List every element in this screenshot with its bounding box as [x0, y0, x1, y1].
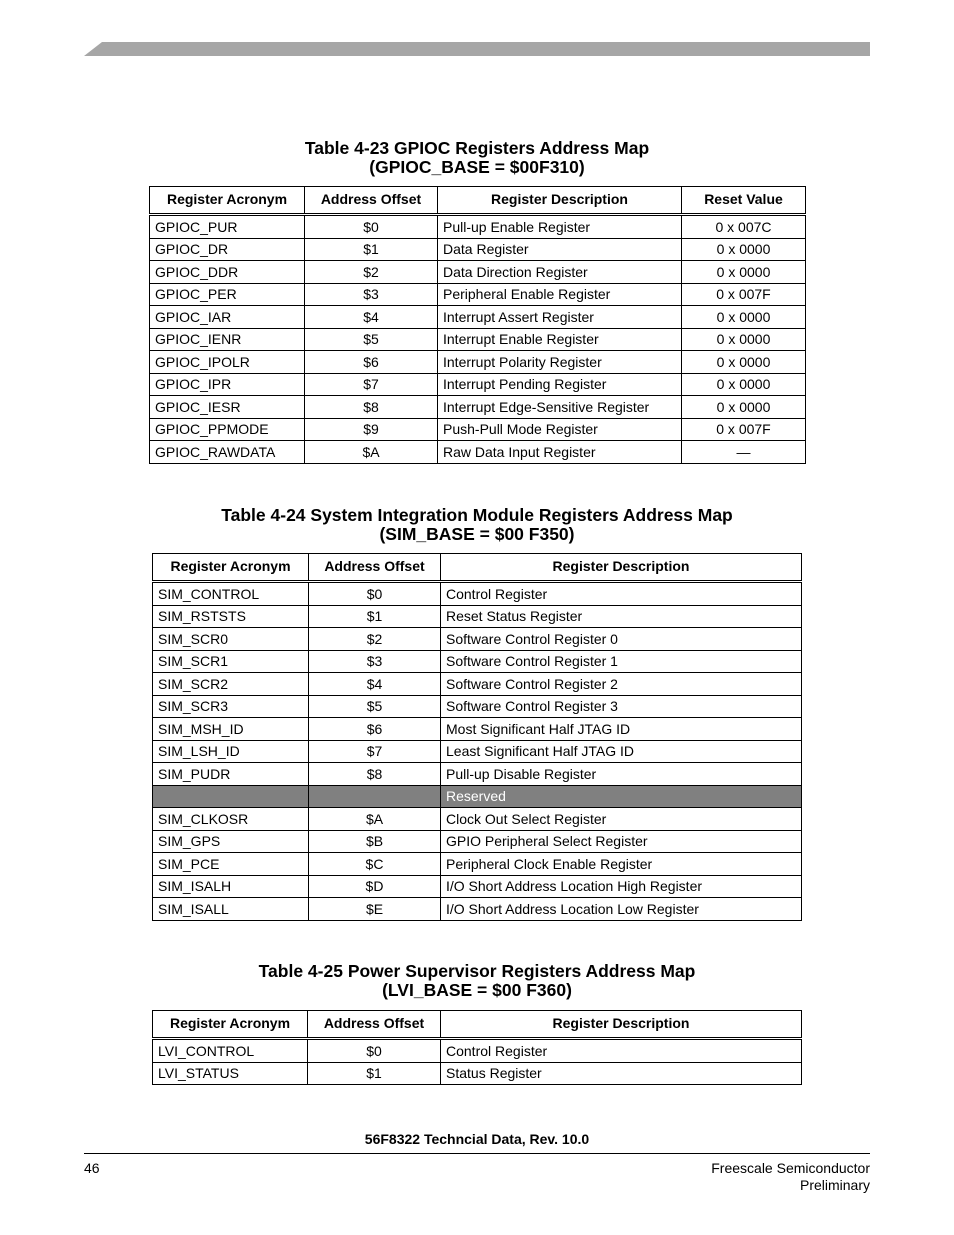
lvi-table-body: [153, 1039, 802, 1085]
document-title-footer: 56F8322 Techncial Data, Rev. 10.0: [364, 1131, 590, 1147]
table-row: [153, 875, 802, 898]
table-cell: Reserved: [441, 785, 802, 808]
table-row: [153, 808, 802, 831]
table-cell: LVI_CONTROL: [153, 1039, 308, 1063]
table-cell: GPIO Peripheral Select Register: [441, 830, 802, 853]
table-cell: GPIOC_DR: [150, 238, 305, 261]
table-cell: Control Register: [441, 582, 802, 606]
table-cell: Status Register: [441, 1062, 802, 1085]
table-cell: SIM_MSH_ID: [153, 718, 309, 741]
page-number: 46: [84, 1160, 100, 1176]
table-cell: SIM_CLKOSR: [153, 808, 309, 831]
table-cell: Peripheral Clock Enable Register: [441, 853, 802, 876]
table-cell: $0: [309, 582, 441, 606]
column-header: Address Offset: [308, 1011, 441, 1039]
table-cell: Interrupt Polarity Register: [438, 351, 682, 374]
table-cell: GPIOC_PUR: [150, 215, 305, 239]
table-cell: 0 x 0000: [682, 396, 806, 419]
table-cell: $2: [305, 261, 438, 284]
table-cell: I/O Short Address Location Low Register: [441, 898, 802, 921]
table-cell: Raw Data Input Register: [438, 441, 682, 464]
page-header-bar: [84, 42, 870, 56]
table-cell: SIM_SCR3: [153, 695, 309, 718]
table-row: [150, 328, 806, 351]
table-cell: SIM_CONTROL: [153, 582, 309, 606]
column-header: Register Description: [441, 1011, 802, 1039]
footer-company-block: [711, 1160, 870, 1194]
table-cell: SIM_ISALL: [153, 898, 309, 921]
gpioc-table-body: [150, 215, 806, 464]
table-cell: $C: [309, 853, 441, 876]
table-row: [153, 898, 802, 921]
table-row: [150, 396, 806, 419]
table-cell: 0 x 007F: [682, 283, 806, 306]
table-25-title-line1: Table 4-25 Power Supervisor Registers Address Map: [258, 961, 696, 981]
table-cell: [309, 785, 441, 808]
table-cell: $0: [308, 1039, 441, 1063]
table-cell: Most Significant Half JTAG ID: [441, 718, 802, 741]
table-cell: 0 x 0000: [682, 238, 806, 261]
table-row: [150, 215, 806, 239]
gpioc-register-table: [149, 186, 806, 464]
table-cell: I/O Short Address Location High Register: [441, 875, 802, 898]
table-cell: $4: [309, 673, 441, 696]
table-cell: —: [682, 441, 806, 464]
table-cell: Data Direction Register: [438, 261, 682, 284]
table-row: [153, 605, 802, 628]
table-cell: GPIOC_RAWDATA: [150, 441, 305, 464]
table-cell: Pull-up Disable Register: [441, 763, 802, 786]
table-cell: Clock Out Select Register: [441, 808, 802, 831]
table-cell: 0 x 0000: [682, 306, 806, 329]
table-cell: Peripheral Enable Register: [438, 283, 682, 306]
table-25-title: [0, 962, 954, 1000]
table-row: [150, 418, 806, 441]
table-cell: Data Register: [438, 238, 682, 261]
table-cell: SIM_PCE: [153, 853, 309, 876]
table-cell: GPIOC_PER: [150, 283, 305, 306]
table-cell: SIM_SCR1: [153, 650, 309, 673]
table-cell: Push-Pull Mode Register: [438, 418, 682, 441]
table-row: [153, 628, 802, 651]
table-row: [153, 763, 802, 786]
column-header: Address Offset: [309, 554, 441, 582]
table-cell: $A: [305, 441, 438, 464]
table-cell: $3: [305, 283, 438, 306]
table-row: [153, 582, 802, 606]
table-cell: Software Control Register 2: [441, 673, 802, 696]
table-row: [150, 238, 806, 261]
footer-divider: [84, 1153, 870, 1154]
table-24-title-line1: Table 4-24 System Integration Module Registers Address Map: [221, 505, 733, 525]
column-header: Register Acronym: [153, 554, 309, 582]
table-row: [153, 1062, 802, 1085]
table-cell: SIM_SCR2: [153, 673, 309, 696]
column-header: Register Acronym: [153, 1011, 308, 1039]
table-cell: Software Control Register 1: [441, 650, 802, 673]
table-25-title-line2: (LVI_BASE = $00 F360): [382, 980, 572, 1000]
table-cell: 0 x 0000: [682, 373, 806, 396]
table-cell: SIM_SCR0: [153, 628, 309, 651]
table-cell: $A: [309, 808, 441, 831]
table-row: [150, 441, 806, 464]
table-cell: $9: [305, 418, 438, 441]
table-header-row: [150, 187, 806, 215]
table-23-title-line1: Table 4-23 GPIOC Registers Address Map: [304, 138, 650, 158]
table-23-title: [0, 139, 954, 177]
table-cell: SIM_ISALH: [153, 875, 309, 898]
column-header: Address Offset: [305, 187, 438, 215]
table-cell: GPIOC_PPMODE: [150, 418, 305, 441]
table-row: [153, 830, 802, 853]
table-row: [153, 650, 802, 673]
document-status: Preliminary: [799, 1177, 870, 1193]
table-cell: $6: [305, 351, 438, 374]
table-header-row: [153, 554, 802, 582]
table-cell: $0: [305, 215, 438, 239]
company-name: Freescale Semiconductor: [711, 1160, 870, 1176]
table-cell: $D: [309, 875, 441, 898]
table-row: [153, 853, 802, 876]
lvi-register-table: [152, 1010, 802, 1085]
table-cell: 0 x 0000: [682, 261, 806, 284]
column-header: Register Acronym: [150, 187, 305, 215]
table-cell: GPIOC_IESR: [150, 396, 305, 419]
column-header: Reset Value: [682, 187, 806, 215]
table-row: [153, 695, 802, 718]
table-cell: $1: [305, 238, 438, 261]
table-cell: [153, 785, 309, 808]
table-row: [153, 673, 802, 696]
table-23-title-line2: (GPIOC_BASE = $00F310): [369, 157, 585, 177]
table-cell: $1: [308, 1062, 441, 1085]
table-cell: $B: [309, 830, 441, 853]
table-cell: GPIOC_IAR: [150, 306, 305, 329]
table-cell: $1: [309, 605, 441, 628]
table-cell: $8: [305, 396, 438, 419]
table-row: [150, 351, 806, 374]
table-cell: SIM_GPS: [153, 830, 309, 853]
table-row: [153, 740, 802, 763]
table-cell: Interrupt Enable Register: [438, 328, 682, 351]
table-cell: GPIOC_DDR: [150, 261, 305, 284]
sim-table-body: [153, 582, 802, 921]
table-header-row: [153, 1011, 802, 1039]
table-cell: Interrupt Assert Register: [438, 306, 682, 329]
table-cell: $3: [309, 650, 441, 673]
table-cell: $6: [309, 718, 441, 741]
table-cell: Reset Status Register: [441, 605, 802, 628]
table-row: [153, 1039, 802, 1063]
table-cell: Interrupt Edge-Sensitive Register: [438, 396, 682, 419]
table-cell: $7: [309, 740, 441, 763]
table-row: [150, 283, 806, 306]
table-cell: Software Control Register 3: [441, 695, 802, 718]
table-cell: $5: [305, 328, 438, 351]
table-row: [150, 373, 806, 396]
table-cell: SIM_LSH_ID: [153, 740, 309, 763]
table-cell: 0 x 0000: [682, 328, 806, 351]
table-cell: 0 x 007C: [682, 215, 806, 239]
table-row: [150, 261, 806, 284]
table-cell: $7: [305, 373, 438, 396]
table-cell: Least Significant Half JTAG ID: [441, 740, 802, 763]
table-cell: SIM_PUDR: [153, 763, 309, 786]
table-24-title: [0, 506, 954, 544]
table-cell: $E: [309, 898, 441, 921]
table-cell: $4: [305, 306, 438, 329]
table-row: [150, 306, 806, 329]
table-cell: Software Control Register 0: [441, 628, 802, 651]
table-cell: Control Register: [441, 1039, 802, 1063]
column-header: Register Description: [441, 554, 802, 582]
column-header: Register Description: [438, 187, 682, 215]
table-cell: LVI_STATUS: [153, 1062, 308, 1085]
table-row: [153, 785, 802, 808]
table-cell: $5: [309, 695, 441, 718]
table-cell: GPIOC_IPOLR: [150, 351, 305, 374]
table-cell: SIM_RSTSTS: [153, 605, 309, 628]
table-cell: GPIOC_IENR: [150, 328, 305, 351]
table-cell: GPIOC_IPR: [150, 373, 305, 396]
sim-register-table: [152, 553, 802, 921]
table-24-title-line2: (SIM_BASE = $00 F350): [379, 524, 575, 544]
table-cell: Interrupt Pending Register: [438, 373, 682, 396]
table-cell: $2: [309, 628, 441, 651]
table-cell: 0 x 0000: [682, 351, 806, 374]
table-cell: Pull-up Enable Register: [438, 215, 682, 239]
table-cell: $8: [309, 763, 441, 786]
table-row: [153, 718, 802, 741]
table-cell: 0 x 007F: [682, 418, 806, 441]
